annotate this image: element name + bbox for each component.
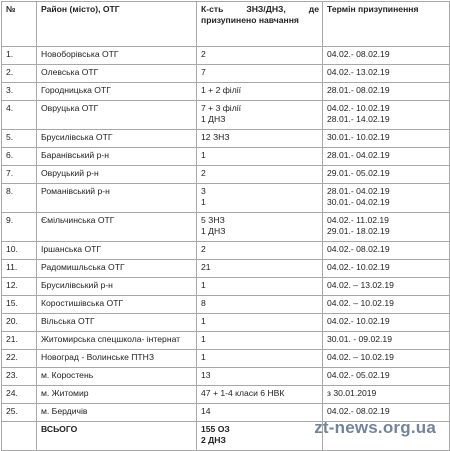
row-count <box>197 260 323 278</box>
row-period-line: 30.01.- 10.02.19 <box>327 132 390 142</box>
row-count <box>197 213 323 242</box>
table-row <box>2 101 450 130</box>
row-period-line: 28.01.- 08.02.19 <box>327 85 390 95</box>
row-num: 2. <box>2 65 37 83</box>
row-count <box>197 404 323 422</box>
row-count-line: 1 <box>201 150 206 160</box>
row-count-line: 14 <box>201 406 211 416</box>
table-row <box>2 296 450 314</box>
row-num: 11. <box>2 260 37 278</box>
row-period-line: 30.01.- 04.02.19 <box>327 197 390 207</box>
table-row <box>2 213 450 242</box>
row-count-line: 12 ЗНЗ <box>201 132 230 142</box>
row-count-line: 1 ДНЗ <box>201 114 226 124</box>
row-count <box>197 83 323 101</box>
row-period <box>323 47 450 65</box>
row-count-line: 21 <box>201 262 211 272</box>
row-period <box>323 278 450 296</box>
row-period-line: з 30.01.2019 <box>327 388 377 398</box>
row-count <box>197 314 323 332</box>
row-district: Романівський р-н <box>37 184 197 213</box>
row-period <box>323 314 450 332</box>
row-period-line: 28.01.- 14.02.19 <box>327 114 390 124</box>
row-period-line: 04.02. – 13.02.19 <box>327 280 394 290</box>
table-row <box>2 242 450 260</box>
row-period-line: 04.02.- 10.02.19 <box>327 262 390 272</box>
row-num: 12. <box>2 278 37 296</box>
row-num: 10. <box>2 242 37 260</box>
row-period <box>323 83 450 101</box>
table-row <box>2 260 450 278</box>
row-period-line: 28.01.- 04.02.19 <box>327 150 390 160</box>
row-period-line: 04.02.- 13.02.19 <box>327 67 390 77</box>
closures-table <box>1 1 450 451</box>
row-district: Олевська ОТГ <box>37 65 197 83</box>
table-body <box>2 47 450 422</box>
row-period <box>323 242 450 260</box>
row-period <box>323 368 450 386</box>
row-district: Радомишльська ОТГ <box>37 260 197 278</box>
row-count <box>197 130 323 148</box>
row-period <box>323 148 450 166</box>
table-row <box>2 314 450 332</box>
row-district: Вільська ОТГ <box>37 314 197 332</box>
table-row <box>2 83 450 101</box>
row-period-line: 04.02.- 11.02.19 <box>327 215 389 225</box>
row-period-line: 04.02.- 10.02.19 <box>327 316 390 326</box>
row-count <box>197 166 323 184</box>
row-count-line: 7 <box>201 67 206 77</box>
table-header-row <box>2 2 450 47</box>
table-row <box>2 368 450 386</box>
row-count-line: 1 ДНЗ <box>201 226 226 236</box>
row-period <box>323 166 450 184</box>
row-district: Житомирська спецшкола- інтернат <box>37 332 197 350</box>
row-period <box>323 350 450 368</box>
row-period-line: 29.01.- 18.02.19 <box>327 226 390 236</box>
row-count <box>197 386 323 404</box>
row-district: м. Житомир <box>37 386 197 404</box>
header-num: № <box>2 2 37 47</box>
row-count <box>197 47 323 65</box>
row-period-line: 04.02.- 10.02.19 <box>327 103 390 113</box>
total-count <box>197 422 323 451</box>
row-count-line: 7 + 3 філії <box>201 103 242 113</box>
row-district: Іршанська ОТГ <box>37 242 197 260</box>
row-period-line: 30.01. - 09.02.19 <box>327 334 392 344</box>
row-district: м. Бердичів <box>37 404 197 422</box>
header-period: Термін призупинення <box>323 2 450 47</box>
table-row <box>2 332 450 350</box>
row-num: 5. <box>2 130 37 148</box>
row-num: 3. <box>2 83 37 101</box>
table-row <box>2 386 450 404</box>
table-row <box>2 166 450 184</box>
row-period-line: 04.02.- 08.02.19 <box>327 406 390 416</box>
row-num: 22. <box>2 350 37 368</box>
table-row <box>2 184 450 213</box>
row-count <box>197 332 323 350</box>
row-count-line: 1 <box>201 280 206 290</box>
total-num <box>2 422 37 451</box>
row-num: 23. <box>2 368 37 386</box>
row-count <box>197 296 323 314</box>
row-count-line: 2 <box>201 168 206 178</box>
table-row <box>2 65 450 83</box>
row-num: 6. <box>2 148 37 166</box>
row-count <box>197 350 323 368</box>
row-count-line: 1 + 2 філії <box>201 85 242 95</box>
row-district: Новоград - Волинське ПТНЗ <box>37 350 197 368</box>
row-period <box>323 296 450 314</box>
row-count-line: 2 <box>201 244 206 254</box>
row-period-line: 28.01.- 04.02.19 <box>327 186 390 196</box>
row-district: м. Коростень <box>37 368 197 386</box>
row-num: 15. <box>2 296 37 314</box>
row-count <box>197 184 323 213</box>
row-count-line: 8 <box>201 298 206 308</box>
row-period <box>323 65 450 83</box>
row-num: 20. <box>2 314 37 332</box>
row-count-line: 1 <box>201 197 206 207</box>
row-count-line: 13 <box>201 370 211 380</box>
row-count <box>197 368 323 386</box>
row-period-line: 04.02.- 05.02.19 <box>327 370 390 380</box>
row-period <box>323 332 450 350</box>
row-count <box>197 101 323 130</box>
row-district: Брусилівський р-н <box>37 278 197 296</box>
total-count-line: 155 ОЗ <box>201 424 230 434</box>
row-count <box>197 242 323 260</box>
row-district: Овруцький р-н <box>37 166 197 184</box>
row-district: Коростишівська ОТГ <box>37 296 197 314</box>
row-period <box>323 213 450 242</box>
table-row <box>2 130 450 148</box>
row-period <box>323 101 450 130</box>
row-count-line: 47 + 1-4 класи 6 НВК <box>201 388 285 398</box>
row-period <box>323 260 450 278</box>
row-num: 25. <box>2 404 37 422</box>
total-label: ВСЬОГО <box>37 422 197 451</box>
row-district: Овруцька ОТГ <box>37 101 197 130</box>
row-count <box>197 278 323 296</box>
row-district: Брусилівська ОТГ <box>37 130 197 148</box>
row-count <box>197 65 323 83</box>
row-period <box>323 184 450 213</box>
row-count-line: 1 <box>201 352 206 362</box>
row-num: 7. <box>2 166 37 184</box>
row-district: Городницька ОТГ <box>37 83 197 101</box>
row-count-line: 3 <box>201 186 206 196</box>
row-count-line: 1 <box>201 316 206 326</box>
row-district: Ємільчинська ОТГ <box>37 213 197 242</box>
row-count-line: 2 <box>201 49 206 59</box>
row-num: 8. <box>2 184 37 213</box>
row-num: 21. <box>2 332 37 350</box>
row-period-line: 29.01.- 05.02.19 <box>327 168 390 178</box>
header-count: К-сть ЗНЗ/ДНЗ, де призупинено навчання <box>197 2 323 47</box>
table-row <box>2 350 450 368</box>
row-num: 9. <box>2 213 37 242</box>
row-period-line: 04.02.- 08.02.19 <box>327 49 390 59</box>
row-count-line: 5 ЗНЗ <box>201 215 225 225</box>
row-count <box>197 148 323 166</box>
table-row <box>2 278 450 296</box>
row-num: 1. <box>2 47 37 65</box>
row-period-line: 04.02. – 10.02.19 <box>327 352 394 362</box>
row-num: 24. <box>2 386 37 404</box>
row-period-line: 04.02. – 10.02.19 <box>327 298 394 308</box>
row-district: Новоборівська ОТГ <box>37 47 197 65</box>
table-row <box>2 47 450 65</box>
total-count-line: 2 ДНЗ <box>201 435 226 445</box>
row-num: 4. <box>2 101 37 130</box>
row-period <box>323 386 450 404</box>
table-row <box>2 148 450 166</box>
row-period-line: 04.02.- 08.02.19 <box>327 244 390 254</box>
site-watermark: zt-news.org.ua <box>314 418 436 437</box>
row-district: Баранівський р-н <box>37 148 197 166</box>
header-district: Район (місто), ОТГ <box>37 2 197 47</box>
row-count-line: 1 <box>201 334 206 344</box>
row-period <box>323 130 450 148</box>
